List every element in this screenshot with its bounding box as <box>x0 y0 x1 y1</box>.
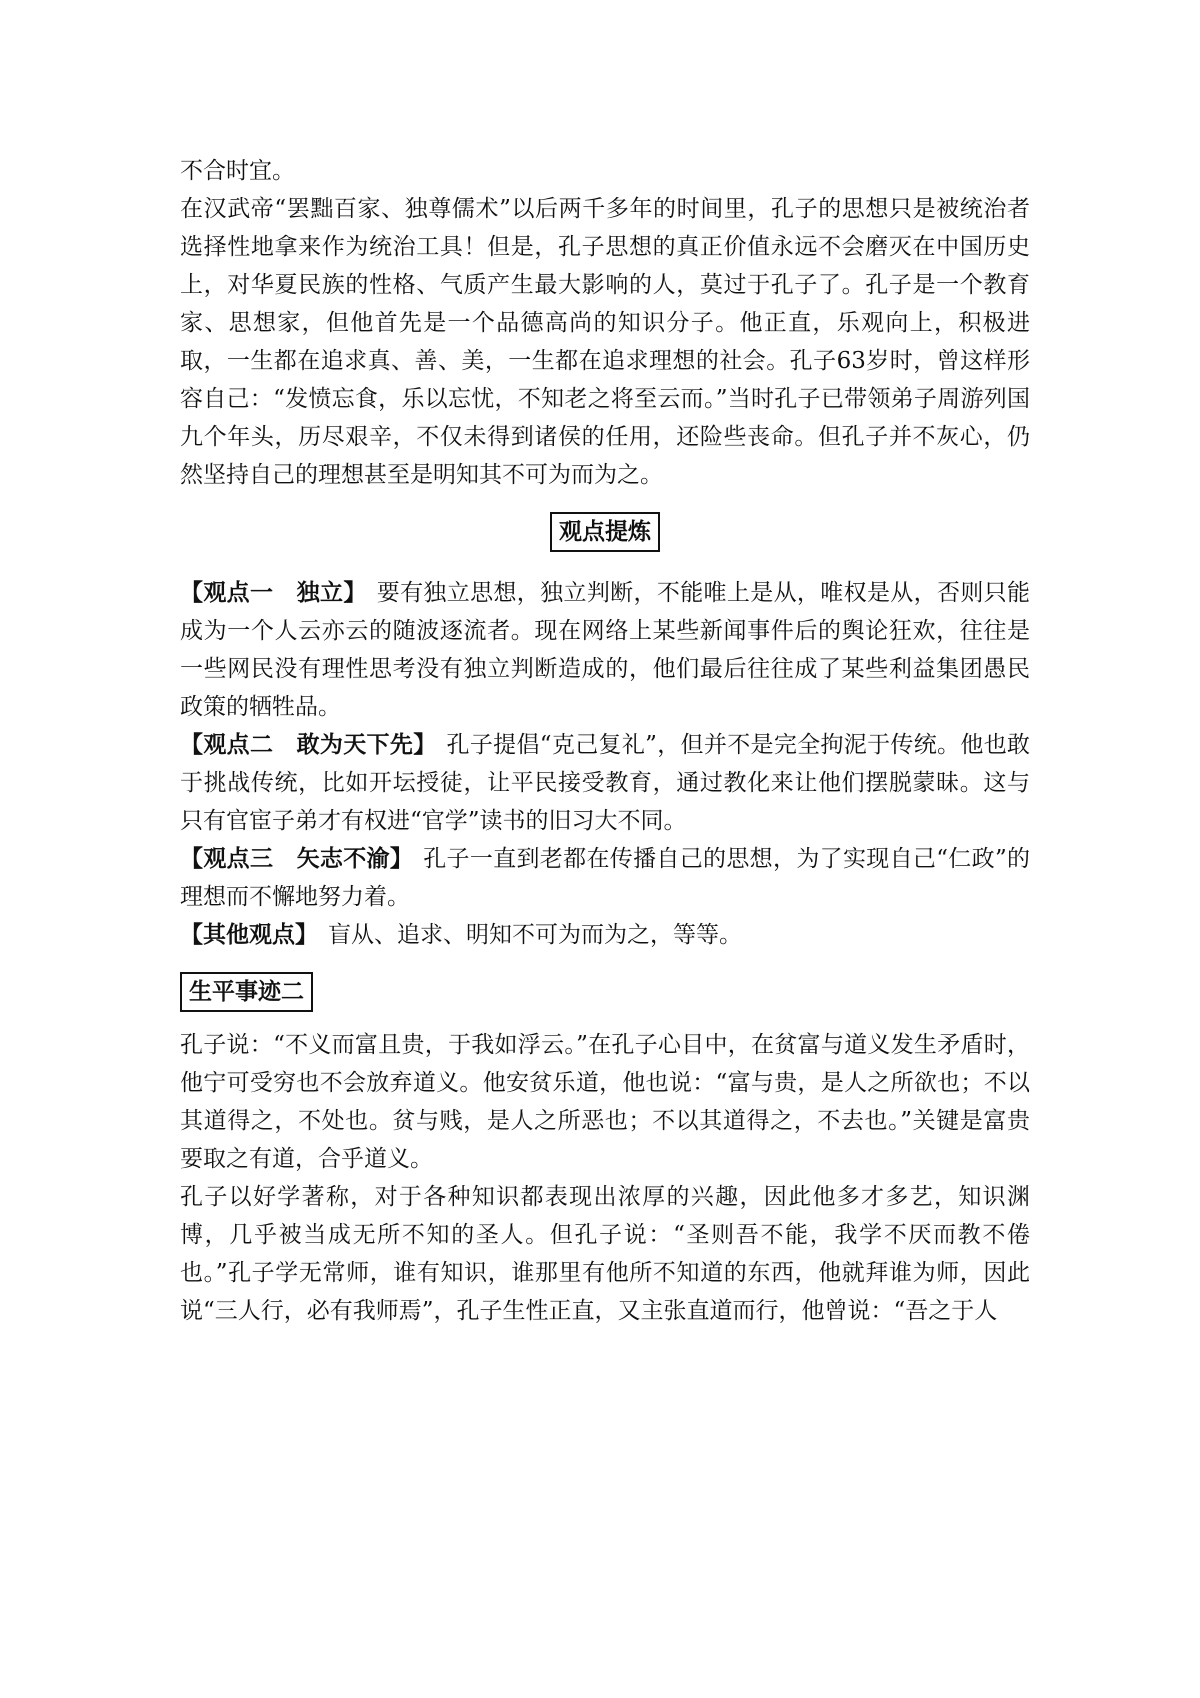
viewpoint-text: 孔子一直到老都在传播自己的思想，为了实现自己“仁政”的理想而不懈地努力着。 <box>180 846 1031 910</box>
life-story-heading <box>180 972 1030 1012</box>
viewpoint-item <box>180 916 1030 954</box>
paragraph: 孔子说：“不义而富且贵，于我如浮云。”在孔子心目中，在贫富与道义发生矛盾时，他宁可受穷也不会放弃道义。他安贫乐道，他也说：“富与贵，是人之所欲也；不以其道得之，不处也。贫与贱，是人之所恶也；不以其道得之，不去也。”关键是富贵要取之有道，合乎道义。 <box>180 1032 1030 1172</box>
viewpoint-text: 孔子提倡“克己复礼”，但并不是完全拘泥于传统。他也敢于挑战传统，比如开坛授徒，让平民接受教育，通过教化来让他们摆脱蒙昧。这与只有官宦子弟才有权进“官学”读书的旧习大不同。 <box>180 732 1031 834</box>
viewpoint-item <box>180 726 1030 840</box>
boxed-heading-label: 观点提炼 <box>550 512 660 552</box>
viewpoint-label: 【 观点三 矢志不渝 】 <box>180 846 413 872</box>
viewpoint-label: 【 观点二 敢为天下先 】 <box>180 732 437 758</box>
paragraph: 孔子以好学著称，对于各种知识都表现出浓厚的兴趣，因此他多才多艺，知识渊博，几乎被当成无所不知的圣人。但孔子说：“圣则吾不能，我学不厌而教不倦也。”孔子学无常师，谁有知识，谁那里有他所不知道的东西，他就拜谁为师，因此说“三人行，必有我师焉”，孔子生性正直，又主张直道而行，他曾说：“吾之于人 <box>180 1184 1030 1324</box>
boxed-heading-label: 生平事迹二 <box>180 972 313 1012</box>
paragraph: 在汉武帝“罢黜百家、独尊儒术”以后两千多年的时间里，孔子的思想只是被统治者选择性地拿来作为统治工具！但是，孔子思想的真正价值永远不会磨灭在中国历史上，对华夏民族的性格、气质产生最大影响的人，莫过于孔子了。孔子是一个教育家、思想家，但他首先是一个品德高尚的知识分子。他正直，乐观向上，积极进取，一生都在追求真、善、美，一生都在追求理想的社会。孔子63岁时，曾这样形容自己：“发愤忘食，乐以忘忧，不知老之将至云而。”当时孔子已带领弟子周游列国九个年头，历尽艰辛，不仅未得到诸侯的任用，还险些丧命。但孔子并不灰心，仍然坚持自己的理想甚至是明知其不可为而为之。 <box>180 196 1030 488</box>
document-body <box>180 152 1030 1330</box>
viewpoint-item <box>180 840 1030 916</box>
viewpoint-text: 盲从、追求、明知不可为而为之，等等。 <box>328 922 742 948</box>
viewpoint-text: 要有独立思想，独立判断，不能唯上是从，唯权是从，否则只能成为一个人云亦云的随波逐流者。现在网络上某些新闻事件后的舆论狂欢，往往是一些网民没有理性思考没有独立判断造成的，他们最后往往成了某些利益集团愚民政策的牺牲品。 <box>180 580 1031 720</box>
viewpoint-label: 【 观点一 独立 】 <box>180 580 367 606</box>
viewpoints-heading <box>180 512 1030 552</box>
viewpoint-item <box>180 574 1030 726</box>
viewpoint-label: 【 其他观点 】 <box>180 922 318 948</box>
paragraph: 不合时宜。 <box>180 158 295 184</box>
